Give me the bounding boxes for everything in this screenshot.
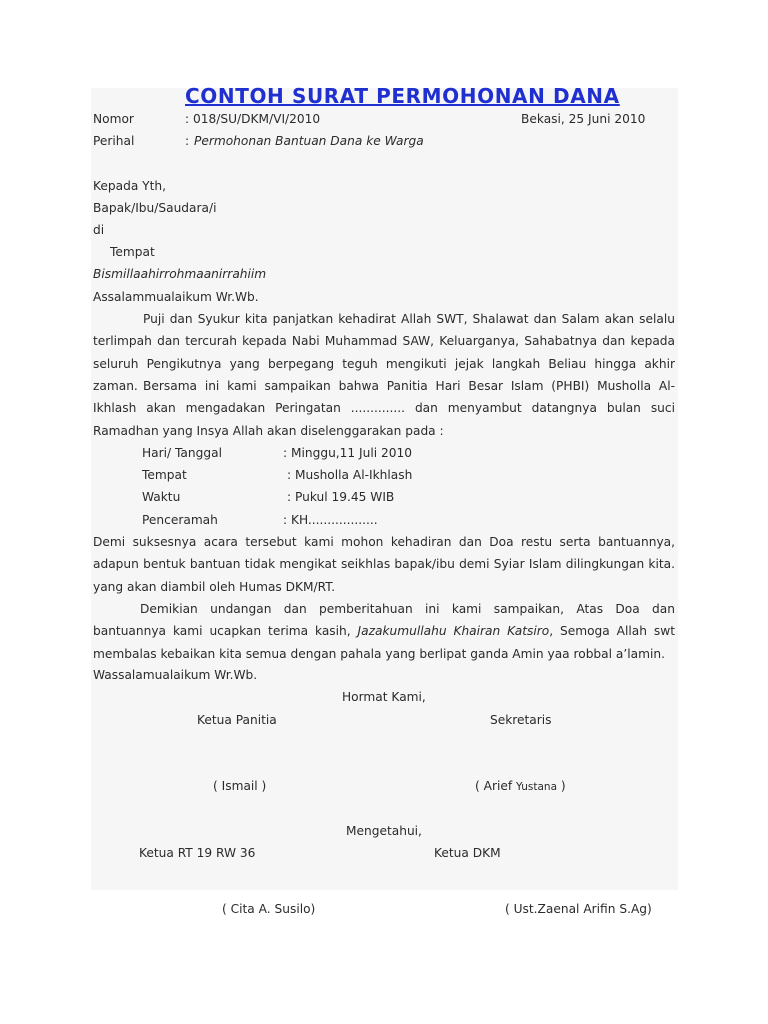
- paragraph-4: [93, 598, 675, 665]
- address-line-4: Tempat: [110, 245, 155, 259]
- perihal-label: Perihal: [93, 134, 135, 148]
- ketua-rt-label: Ketua RT 19 RW 36: [139, 846, 256, 860]
- perihal-value: Permohonan Bantuan Dana ke Warga: [194, 134, 424, 148]
- paragraph-2: [93, 375, 675, 442]
- paragraph-4-text-b: , Semoga Allah swt membalas kebaikan kita semua dengan pahala yang berlipat ganda Amin yaa robbal a’lamin.: [93, 624, 675, 661]
- closing-salam: Wassalamualaikum Wr.Wb.: [93, 668, 258, 682]
- ketua-rt-name: ( Cita A. Susilo): [222, 902, 316, 916]
- event-waktu-label: Waktu: [142, 490, 181, 504]
- event-hari-value: : Minggu,11 Juli 2010: [283, 446, 413, 460]
- paragraph-3: [93, 531, 675, 598]
- paragraph-3-text: Demi suksesnya acara tersebut kami mohon kehadiran dan Doa restu serta bantuannya, adapun bentuk bantuan tidak mengikat seikhlas bapak/ibu demi Syiar Islam dilingkungan kita. yang akan diambil oleh Humas DKM/RT.: [93, 535, 675, 594]
- sekretaris-name: [475, 778, 566, 795]
- nomor-label: Nomor: [93, 112, 134, 126]
- perihal-colon: :: [185, 134, 190, 148]
- paragraph-2-text: Bersama ini kami sampaikan bahwa Panitia Hari Besar Islam (PHBI) Musholla Al-Ikhlash akan mengadakan Peringatan .............. dan menyambut datangnya bulan suci Ramadhan yang Insya Allah akan diselenggarakan pada :: [93, 379, 675, 438]
- nomor-value: : 018/SU/DKM/VI/2010: [185, 112, 321, 126]
- event-penceramah-value: : KH..................: [283, 513, 378, 527]
- event-penceramah-label: Penceramah: [142, 513, 218, 527]
- event-tempat-label: Tempat: [142, 468, 187, 482]
- sekretaris-name-c: ): [557, 779, 566, 793]
- ketua-panitia-name: ( Ismail ): [213, 779, 267, 793]
- paragraph-4-text-a: Demikian undangan dan pemberitahuan ini kami sampaikan, Atas Doa dan bantuannya kami ucapkan terima kasih,: [93, 602, 675, 639]
- hormat-kami: Hormat Kami,: [342, 690, 426, 704]
- address-line-3: di: [93, 223, 105, 237]
- basmalah: Bismillaahirrohmaanirrahiim: [93, 267, 267, 281]
- address-line-2: Bapak/Ibu/Saudara/i: [93, 201, 217, 215]
- sekretaris-label: Sekretaris: [490, 713, 552, 727]
- ketua-dkm-label: Ketua DKM: [434, 846, 501, 860]
- opening-salam: Assalammualaikum Wr.Wb.: [93, 290, 259, 304]
- mengetahui: Mengetahui,: [346, 824, 422, 838]
- sekretaris-name-a: ( Arief: [475, 779, 517, 793]
- event-tempat-value: : Musholla Al-Ikhlash: [287, 468, 413, 482]
- event-waktu-value: : Pukul 19.45 WIB: [287, 490, 395, 504]
- paragraph-4-italic: Jazakumullahu Khairan Katsiro: [357, 624, 550, 639]
- ketua-dkm-name: ( Ust.Zaenal Arifin S.Ag): [505, 902, 652, 916]
- sekretaris-name-b: Yustana: [516, 781, 558, 793]
- event-hari-label: Hari/ Tanggal: [142, 446, 222, 460]
- address-line-1: Kepada Yth,: [93, 179, 166, 193]
- ketua-panitia-label: Ketua Panitia: [197, 713, 277, 727]
- place-date: Bekasi, 25 Juni 2010: [521, 112, 646, 126]
- paragraph-1-text: Puji dan Syukur kita panjatkan kehadirat Allah SWT, Shalawat dan Salam akan selalu terlimpah dan tercurah kepada Nabi Muhammad SAW, Keluarganya, Sahabatnya dan kepada seluruh Pengikutnya yang berpegang teguh mengikuti jejak langkah Beliau hingga akhir zaman.: [93, 312, 675, 394]
- document-title: CONTOH SURAT PERMOHONAN DANA: [185, 84, 620, 108]
